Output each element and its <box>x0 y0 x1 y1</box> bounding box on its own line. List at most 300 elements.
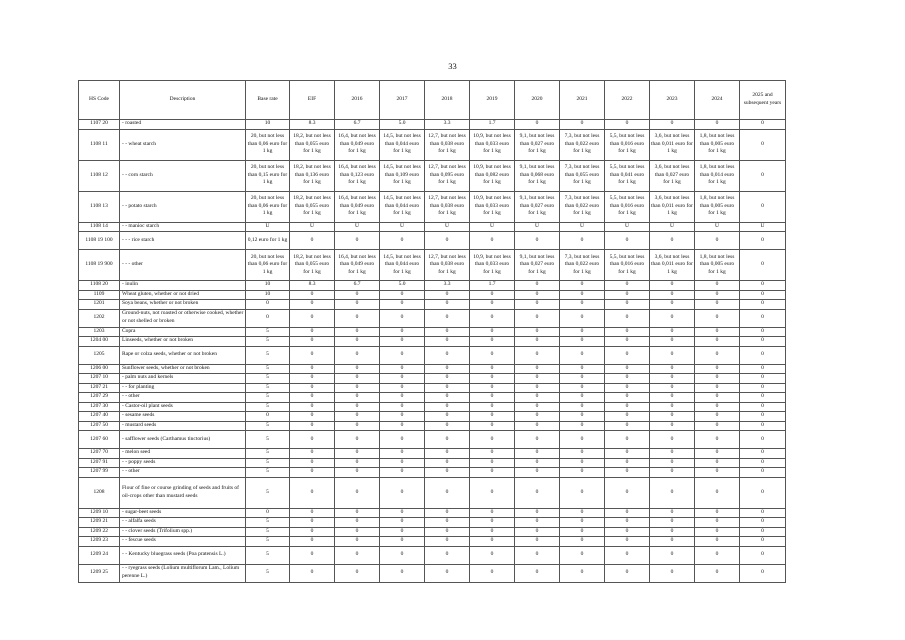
hs-code-cell: 1207 40 <box>79 412 120 422</box>
rate-cell: 0 <box>605 468 650 478</box>
rate-cell: 0 <box>560 337 605 347</box>
rate-cell: 0 <box>560 402 605 412</box>
rate-cell: 0 <box>695 327 740 337</box>
rate-cell: 0 <box>650 346 695 364</box>
rate-cell: 5 <box>246 346 290 364</box>
table-row <box>79 393 786 403</box>
rate-cell: 0 <box>740 431 786 449</box>
rate-cell: 0 <box>560 421 605 431</box>
rate-cell: 3,6, but not less than 0,027 euro for 1 kg <box>650 160 695 191</box>
rate-cell: 0 <box>650 421 695 431</box>
rate-cell: 10,9, but not less than 0,033 euro for 1 kg <box>470 191 515 222</box>
rate-cell: 0 <box>515 564 560 582</box>
rate-cell: 0 <box>425 383 470 393</box>
rate-cell: 0 <box>740 537 786 547</box>
rate-cell: 0 <box>470 309 515 327</box>
rate-cell: 0 <box>740 290 786 300</box>
rate-cell: 0 <box>380 431 425 449</box>
column-header: 2022 <box>605 81 650 120</box>
rate-cell: 0 <box>425 477 470 508</box>
rate-cell: 3,6, but not less than 0,011 euro for 1 kg <box>650 129 695 160</box>
rate-cell: 0 <box>335 393 380 403</box>
rate-cell: U <box>335 222 380 232</box>
rate-cell: 0 <box>470 383 515 393</box>
rate-cell: 0 <box>425 527 470 537</box>
rate-cell: 0 <box>380 232 425 250</box>
rate-cell: 0 <box>290 477 335 508</box>
rate-cell: 0 <box>695 393 740 403</box>
rate-cell: 0 <box>515 468 560 478</box>
rate-cell: 0 <box>560 290 605 300</box>
rate-cell: 0 <box>695 421 740 431</box>
rate-cell: 14,5, but not less than 0,044 euro for 1 kg <box>380 191 425 222</box>
rate-cell: 0 <box>650 309 695 327</box>
rate-cell: 10,9, but not less than 0,033 euro for 1 kg <box>470 129 515 160</box>
rate-cell: 0 <box>425 458 470 468</box>
rate-cell: 14,5, but not less than 0,044 euro for 1 kg <box>380 129 425 160</box>
rate-cell: 0 <box>515 393 560 403</box>
rate-cell: 0 <box>650 468 695 478</box>
rate-cell: 14,5, but not less than 0,044 euro for 1 kg <box>380 250 425 281</box>
rate-cell: 0 <box>650 232 695 250</box>
hs-code-cell: 1204 00 <box>79 337 120 347</box>
rate-cell: 0 <box>380 393 425 403</box>
rate-cell: 0 <box>740 337 786 347</box>
rate-cell: U <box>650 222 695 232</box>
description-cell: - - other <box>120 393 246 403</box>
rate-cell: 0 <box>515 309 560 327</box>
column-header: 2019 <box>470 81 515 120</box>
rate-cell: 10,9, but not less than 0,082 euro for 1 kg <box>470 160 515 191</box>
rate-cell: 1,8, but not less than 0,005 euro for 1 kg <box>695 250 740 281</box>
column-header: 2016 <box>335 81 380 120</box>
rate-cell: 0 <box>515 364 560 374</box>
rate-cell: 0 <box>605 327 650 337</box>
rate-cell: 0 <box>290 393 335 403</box>
hs-code-cell: 1207 29 <box>79 393 120 403</box>
rate-cell: 0 <box>515 383 560 393</box>
rate-cell: U <box>695 222 740 232</box>
rate-cell: 0 <box>560 383 605 393</box>
rate-cell: 0 <box>740 477 786 508</box>
table-row <box>79 383 786 393</box>
rate-cell: 0 <box>335 458 380 468</box>
rate-cell: 0 <box>695 537 740 547</box>
rate-cell: 0 <box>605 518 650 528</box>
table-row <box>79 222 786 232</box>
hs-code-cell: 1108 19 900 <box>79 250 120 281</box>
table-row <box>79 129 786 160</box>
rate-cell: 0 <box>560 393 605 403</box>
table-row <box>79 527 786 537</box>
rate-cell: 0 <box>560 412 605 422</box>
description-cell: - - clover seeds (Trifolium spp.) <box>120 527 246 537</box>
rate-cell: 0 <box>335 383 380 393</box>
rate-cell: 0 <box>605 449 650 459</box>
rate-cell: 0 <box>290 402 335 412</box>
rate-cell: 0 <box>515 527 560 537</box>
rate-cell: 5 <box>246 564 290 582</box>
rate-cell: 8.3 <box>290 281 335 291</box>
header-row <box>79 81 786 120</box>
rate-cell: 0 <box>470 468 515 478</box>
rate-cell: 0 <box>380 402 425 412</box>
rate-cell: 0 <box>425 346 470 364</box>
table-row <box>79 327 786 337</box>
table-row <box>79 374 786 384</box>
column-header: 2024 <box>695 81 740 120</box>
table-row <box>79 468 786 478</box>
rate-cell: 0 <box>740 508 786 518</box>
rate-cell: 0 <box>425 290 470 300</box>
table-row <box>79 518 786 528</box>
rate-cell: 0 <box>380 458 425 468</box>
rate-cell: 0 <box>380 449 425 459</box>
rate-cell: 0 <box>380 468 425 478</box>
rate-cell: 12,7, but not less than 0,038 euro for 1 kg <box>425 129 470 160</box>
rate-cell: 0 <box>335 508 380 518</box>
rate-cell: 0 <box>425 564 470 582</box>
rate-cell: 0 <box>740 364 786 374</box>
rate-cell: 0 <box>650 412 695 422</box>
rate-cell: 0 <box>740 383 786 393</box>
rate-cell: 0 <box>515 346 560 364</box>
table-row <box>79 477 786 508</box>
rate-cell: 0 <box>650 281 695 291</box>
rate-cell: 0 <box>695 564 740 582</box>
rate-cell: 0 <box>470 346 515 364</box>
rate-cell: 0 <box>650 327 695 337</box>
rate-cell: 0 <box>740 564 786 582</box>
rate-cell: 0 <box>560 431 605 449</box>
rate-cell: 0 <box>695 546 740 564</box>
rate-cell: 5 <box>246 383 290 393</box>
rate-cell: 0 <box>335 564 380 582</box>
description-cell: - inulin <box>120 281 246 291</box>
rate-cell: 0 <box>695 527 740 537</box>
rate-cell: 9,1, but not less than 0,027 euro for 1 kg <box>515 250 560 281</box>
description-cell: - - corn starch <box>120 160 246 191</box>
rate-cell: 0 <box>425 518 470 528</box>
description-cell: - - potato starch <box>120 191 246 222</box>
rate-cell: 0 <box>740 421 786 431</box>
hs-code-cell: 1203 <box>79 327 120 337</box>
rate-cell: 0 <box>290 346 335 364</box>
rate-cell: 9,1, but not less than 0,068 euro for 1 kg <box>515 160 560 191</box>
rate-cell: 0 <box>695 374 740 384</box>
rate-cell: 0 <box>650 383 695 393</box>
description-cell: - - ryegrass seeds (Lolium multiflorum Lam., Lolium perenne L.) <box>120 564 246 582</box>
rate-cell: 0 <box>650 477 695 508</box>
rate-cell: 10 <box>246 281 290 291</box>
rate-cell: 0 <box>425 374 470 384</box>
rate-cell: 6.7 <box>335 281 380 291</box>
rate-cell: 0 <box>515 232 560 250</box>
rate-cell: 0 <box>650 120 695 130</box>
rate-cell: 0 <box>740 281 786 291</box>
hs-code-cell: 1207 99 <box>79 468 120 478</box>
rate-cell: 0 <box>515 477 560 508</box>
hs-code-cell: 1207 30 <box>79 402 120 412</box>
rate-cell: 5 <box>246 337 290 347</box>
rate-cell: 0 <box>470 364 515 374</box>
rate-cell: 0 <box>605 281 650 291</box>
rate-cell: 0 <box>380 537 425 547</box>
rate-cell: 0 <box>246 300 290 310</box>
rate-cell: 12,7, but not less than 0,038 euro for 1 kg <box>425 191 470 222</box>
rate-cell: 0 <box>425 412 470 422</box>
description-cell: - - - other <box>120 250 246 281</box>
description-cell: - - fescue seeds <box>120 537 246 547</box>
table-row <box>79 250 786 281</box>
table-row <box>79 281 786 291</box>
rate-cell: 5.0 <box>380 281 425 291</box>
rate-cell: 3,6, but not less than 0,011 euro for 1 kg <box>650 250 695 281</box>
rate-cell: 20, but not less than 0,06 euro for 1 kg <box>246 191 290 222</box>
description-cell: - - poppy seeds <box>120 458 246 468</box>
rate-cell: 0 <box>470 537 515 547</box>
hs-code-cell: 1201 <box>79 300 120 310</box>
rate-cell: 0 <box>560 449 605 459</box>
rate-cell: 5 <box>246 468 290 478</box>
tariff-schedule-table <box>78 80 786 583</box>
rate-cell: 0 <box>605 402 650 412</box>
rate-cell: 18,2, but not less than 0,055 euro for 1 kg <box>290 129 335 160</box>
description-cell: - melon seed <box>120 449 246 459</box>
rate-cell: 0 <box>290 300 335 310</box>
rate-cell: 0 <box>695 281 740 291</box>
rate-cell: 0 <box>650 393 695 403</box>
rate-cell: 0 <box>605 300 650 310</box>
rate-cell: 0 <box>740 458 786 468</box>
rate-cell: 0 <box>605 546 650 564</box>
rate-cell: 0 <box>560 564 605 582</box>
rate-cell: 0 <box>470 449 515 459</box>
rate-cell: 0 <box>335 412 380 422</box>
rate-cell: U <box>425 222 470 232</box>
table-row <box>79 431 786 449</box>
rate-cell: 0 <box>290 537 335 547</box>
hs-code-cell: 1207 70 <box>79 449 120 459</box>
rate-cell: 0 <box>650 374 695 384</box>
rate-cell: 0 <box>695 518 740 528</box>
hs-code-cell: 1209 23 <box>79 537 120 547</box>
rate-cell: U <box>246 222 290 232</box>
rate-cell: 0 <box>290 518 335 528</box>
rate-cell: 0 <box>380 508 425 518</box>
hs-code-cell: 1109 <box>79 290 120 300</box>
rate-cell: 0 <box>515 120 560 130</box>
rate-cell: 0 <box>605 337 650 347</box>
rate-cell: 0 <box>740 468 786 478</box>
rate-cell: 7,3, but not less than 0,022 euro for 1 kg <box>560 250 605 281</box>
column-header: 2025 and subsequent years <box>740 81 786 120</box>
rate-cell: 0 <box>605 458 650 468</box>
column-header: 2020 <box>515 81 560 120</box>
rate-cell: 0 <box>470 337 515 347</box>
description-cell: - sesame seeds <box>120 412 246 422</box>
rate-cell: 0 <box>560 120 605 130</box>
table-row <box>79 412 786 422</box>
rate-cell: 0 <box>290 364 335 374</box>
rate-cell: 0 <box>605 232 650 250</box>
rate-cell: 0 <box>425 537 470 547</box>
hs-code-cell: 1108 11 <box>79 129 120 160</box>
rate-cell: 9,1, but not less than 0,027 euro for 1 kg <box>515 129 560 160</box>
description-cell: Ground-nuts, not roasted or otherwise cooked, whether or not shelled or broken <box>120 309 246 327</box>
description-cell: Linseeds, whether or not broken <box>120 337 246 347</box>
hs-code-cell: 1209 22 <box>79 527 120 537</box>
table-row <box>79 120 786 130</box>
rate-cell: 0 <box>605 537 650 547</box>
rate-cell: 0 <box>335 468 380 478</box>
column-header: 2021 <box>560 81 605 120</box>
description-cell: Wheat gluten, whether or not dried <box>120 290 246 300</box>
rate-cell: 0 <box>740 346 786 364</box>
description-cell: Soya beans, whether or not broken <box>120 300 246 310</box>
rate-cell: 0 <box>425 431 470 449</box>
rate-cell: 0 <box>515 546 560 564</box>
rate-cell: 0 <box>425 508 470 518</box>
rate-cell: 0 <box>515 300 560 310</box>
rate-cell: 0 <box>380 527 425 537</box>
table-row <box>79 337 786 347</box>
rate-cell: 0 <box>290 508 335 518</box>
rate-cell: 0 <box>560 346 605 364</box>
rate-cell: 5 <box>246 546 290 564</box>
rate-cell: 7,3, but not less than 0,022 euro for 1 kg <box>560 129 605 160</box>
table-row <box>79 364 786 374</box>
rate-cell: 0 <box>425 468 470 478</box>
rate-cell: 0 <box>380 364 425 374</box>
rate-cell: 0 <box>425 402 470 412</box>
rate-cell: 0 <box>515 290 560 300</box>
rate-cell: 0 <box>695 120 740 130</box>
hs-code-cell: 1207 60 <box>79 431 120 449</box>
rate-cell: 5,5, but not less than 0,016 euro for 1 kg <box>605 191 650 222</box>
rate-cell: 0 <box>290 421 335 431</box>
rate-cell: 0 <box>290 327 335 337</box>
rate-cell: 5 <box>246 364 290 374</box>
rate-cell: U <box>515 222 560 232</box>
rate-cell: 0 <box>470 393 515 403</box>
rate-cell: 5 <box>246 431 290 449</box>
rate-cell: 0 <box>515 402 560 412</box>
rate-cell: 0 <box>290 290 335 300</box>
rate-cell: 0 <box>470 518 515 528</box>
rate-cell: 0 <box>290 458 335 468</box>
rate-cell: 5 <box>246 527 290 537</box>
description-cell: - - wheat starch <box>120 129 246 160</box>
rate-cell: 0 <box>380 337 425 347</box>
rate-cell: 10 <box>246 290 290 300</box>
description-cell: - - other <box>120 468 246 478</box>
rate-cell: 0 <box>290 449 335 459</box>
column-header: 2018 <box>425 81 470 120</box>
rate-cell: 0 <box>650 449 695 459</box>
description-cell: - - for planting <box>120 383 246 393</box>
rate-cell: 0 <box>470 458 515 468</box>
rate-cell: 0 <box>740 374 786 384</box>
rate-cell: 0 <box>695 402 740 412</box>
rate-cell: 0 <box>650 546 695 564</box>
table-row <box>79 449 786 459</box>
rate-cell: 0 <box>425 327 470 337</box>
rate-cell: 0 <box>380 300 425 310</box>
rate-cell: 0 <box>515 508 560 518</box>
hs-code-cell: 1207 10 <box>79 374 120 384</box>
rate-cell: 0 <box>335 346 380 364</box>
rate-cell: 18,2, but not less than 0,136 euro for 1 kg <box>290 160 335 191</box>
rate-cell: 0 <box>695 458 740 468</box>
rate-cell: 0 <box>515 337 560 347</box>
rate-cell: 0 <box>425 300 470 310</box>
rate-cell: 0 <box>335 327 380 337</box>
rate-cell: 0 <box>740 327 786 337</box>
rate-cell: 0 <box>380 383 425 393</box>
rate-cell: 0 <box>335 232 380 250</box>
rate-cell: 0 <box>515 458 560 468</box>
rate-cell: 0 <box>335 546 380 564</box>
rate-cell: 0 <box>605 431 650 449</box>
rate-cell: 0 <box>740 412 786 422</box>
hs-code-cell: 1206 00 <box>79 364 120 374</box>
rate-cell: 0 <box>650 364 695 374</box>
rate-cell: 0 <box>380 546 425 564</box>
rate-cell: 0 <box>515 374 560 384</box>
rate-cell: 0 <box>380 564 425 582</box>
description-cell: Copra <box>120 327 246 337</box>
rate-cell: 0 <box>695 309 740 327</box>
column-header: Description <box>120 81 246 120</box>
rate-cell: 0 <box>605 564 650 582</box>
rate-cell: 0 <box>605 383 650 393</box>
rate-cell: 0 <box>425 337 470 347</box>
rate-cell: 0 <box>605 364 650 374</box>
rate-cell: 0 <box>560 468 605 478</box>
hs-code-cell: 1107 20 <box>79 120 120 130</box>
rate-cell: 0 <box>740 309 786 327</box>
rate-cell: 16,4, but not less than 0,049 euro for 1 kg <box>335 191 380 222</box>
hs-code-cell: 1205 <box>79 346 120 364</box>
description-cell: Sunflower seeds, whether or not broken <box>120 364 246 374</box>
rate-cell: 0 <box>650 564 695 582</box>
rate-cell: 0 <box>335 537 380 547</box>
rate-cell: 5,5, but not less than 0,041 euro for 1 kg <box>605 160 650 191</box>
rate-cell: 0 <box>515 431 560 449</box>
rate-cell: 0 <box>515 412 560 422</box>
hs-code-cell: 1108 19 100 <box>79 232 120 250</box>
table-row <box>79 290 786 300</box>
rate-cell: 0 <box>470 327 515 337</box>
rate-cell: 3,6, but not less than 0,011 euro for 1 kg <box>650 191 695 222</box>
rate-cell: 0 <box>290 232 335 250</box>
rate-cell: 0 <box>380 290 425 300</box>
rate-cell: 16,4, but not less than 0,049 euro for 1 kg <box>335 129 380 160</box>
rate-cell: 0 <box>290 527 335 537</box>
rate-cell: 0 <box>335 518 380 528</box>
description-cell: - - Kentucky bluegrass seeds (Poa pratensis L.) <box>120 546 246 564</box>
rate-cell: 0 <box>740 160 786 191</box>
table-row <box>79 421 786 431</box>
table-row <box>79 346 786 364</box>
rate-cell: 1.7 <box>470 120 515 130</box>
rate-cell: 0 <box>470 300 515 310</box>
rate-cell: 0 <box>335 290 380 300</box>
rate-cell: U <box>290 222 335 232</box>
rate-cell: 0 <box>335 337 380 347</box>
rate-cell: U <box>380 222 425 232</box>
